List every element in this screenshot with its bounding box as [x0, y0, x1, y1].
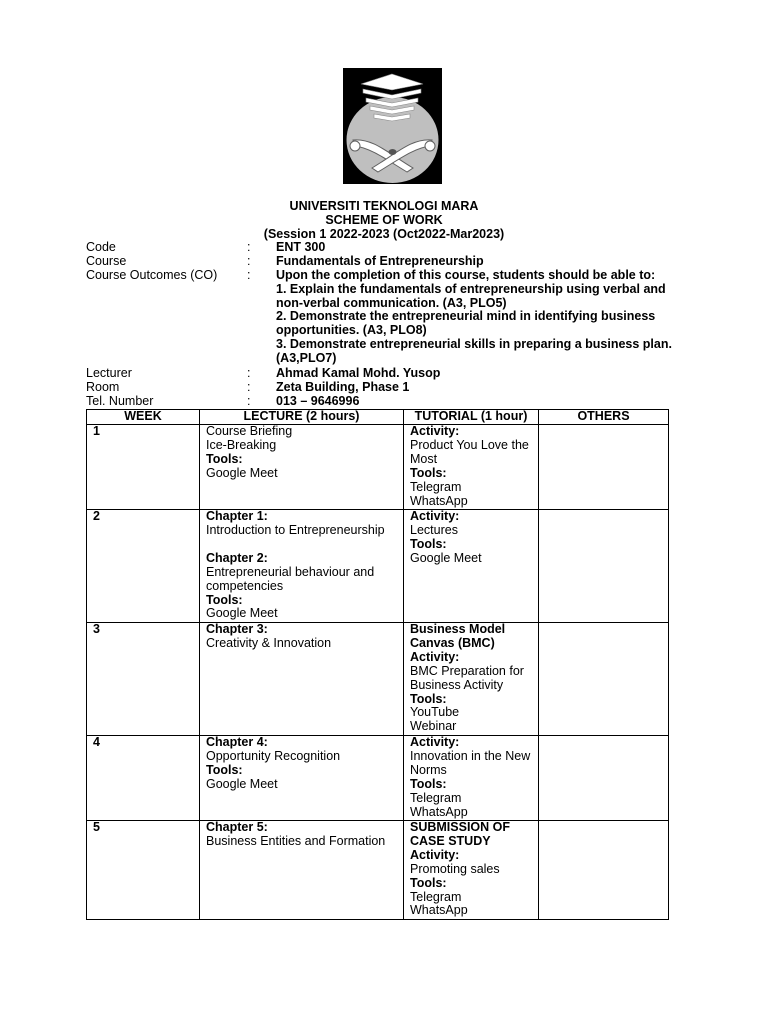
colon: :	[247, 254, 251, 268]
outcome-item: 3. Demonstrate entrepreneurial skills in preparing a business plan. (A3,PLO7)	[276, 336, 672, 365]
lecture-line: Introduction to Entrepreneurship	[206, 522, 385, 537]
lecture-line: Creativity & Innovation	[206, 635, 332, 650]
activity-label: Activity:	[410, 424, 460, 438]
tutorial-line: BMC Preparation for Business Activity	[410, 663, 524, 692]
outcome-item: 2. Demonstrate the entrepreneurial mind in identifying business opportunities. (A3, PLO8)	[276, 309, 656, 338]
others-cell	[539, 821, 669, 920]
tutorial-line: Lectures	[410, 522, 458, 537]
tutorial-line: YouTube	[410, 705, 460, 720]
lecturer-label: Lecturer	[86, 366, 132, 380]
tools-label: Tools:	[410, 536, 447, 551]
tools-label: Tools:	[206, 451, 243, 466]
others-cell	[539, 425, 669, 510]
lecture-cell	[200, 736, 404, 821]
lecture-cell	[200, 821, 404, 920]
room-value: Zeta Building, Phase 1	[276, 380, 410, 394]
tools-label: Tools:	[410, 875, 447, 890]
table-row	[87, 736, 669, 821]
outcomes-value	[276, 269, 686, 366]
tutorial-heading: SUBMISSION OF CASE STUDY	[410, 820, 511, 848]
chapter-label: Chapter 3:	[206, 622, 268, 636]
colon: :	[247, 366, 251, 380]
document-title: SCHEME OF WORK	[325, 213, 443, 227]
colon: :	[247, 394, 251, 408]
tel-value: 013 – 9646996	[276, 394, 360, 408]
lecturer-value: Ahmad Kamal Mohd. Yusop	[276, 366, 441, 380]
tutorial-line: Promoting sales	[410, 861, 500, 876]
tools-label: Tools:	[410, 776, 447, 791]
tools-label: Tools:	[410, 691, 447, 706]
university-logo	[343, 68, 442, 184]
tutorial-heading: Business Model Canvas (BMC)	[410, 622, 506, 650]
others-cell	[539, 623, 669, 736]
activity-label: Activity:	[410, 509, 460, 523]
tutorial-line: WhatsApp	[410, 903, 468, 918]
activity-label: Activity:	[410, 847, 460, 862]
lecture-line: Ice-Breaking	[206, 437, 277, 452]
course-label: Course	[86, 254, 127, 268]
tutorial-cell	[404, 821, 539, 920]
chapter-label: Chapter 5:	[206, 820, 268, 834]
others-header: OTHERS	[539, 410, 669, 425]
table-row	[87, 510, 669, 623]
chapter-label: Chapter 2:	[206, 550, 268, 565]
tutorial-header: TUTORIAL (1 hour)	[404, 410, 539, 425]
lecture-line: Google Meet	[206, 465, 278, 480]
lecture-line: Google Meet	[206, 776, 278, 791]
tutorial-line: Telegram	[410, 889, 462, 904]
university-name: UNIVERSITI TEKNOLOGI MARA	[289, 199, 479, 213]
table-row	[87, 623, 669, 736]
lecture-line: Opportunity Recognition	[206, 748, 341, 763]
others-cell	[539, 510, 669, 623]
lecture-cell	[200, 623, 404, 736]
scheme-of-work-table	[86, 409, 669, 920]
tutorial-line: Telegram	[410, 479, 462, 494]
tutorial-line: Telegram	[410, 790, 462, 805]
room-label: Room	[86, 380, 120, 394]
tutorial-cell	[404, 623, 539, 736]
outcomes-intro: Upon the completion of this course, students should be able to:	[276, 268, 656, 282]
activity-label: Activity:	[410, 649, 460, 664]
table-header-row	[87, 410, 669, 425]
week-header: WEEK	[87, 410, 200, 425]
colon: :	[247, 268, 251, 282]
week-cell: 3	[87, 623, 200, 736]
lecture-cell	[200, 510, 404, 623]
tel-label: Tel. Number	[86, 394, 154, 408]
code-label: Code	[86, 240, 116, 254]
lecture-line: Entrepreneurial behaviour and competencies	[206, 564, 375, 593]
tutorial-line: Webinar	[410, 719, 457, 734]
course-value: Fundamentals of Entrepreneurship	[276, 254, 484, 268]
table-row	[87, 821, 669, 920]
lecture-line: Business Entities and Formation	[206, 833, 386, 848]
tools-label: Tools:	[206, 762, 243, 777]
lecture-cell	[200, 425, 404, 510]
session-info: (Session 1 2022-2023 (Oct2022-Mar2023)	[263, 227, 505, 241]
tutorial-line: Product You Love the Most	[410, 437, 529, 466]
colon: :	[247, 380, 251, 394]
week-cell: 1	[87, 425, 200, 510]
tutorial-line: Innovation in the New Norms	[410, 748, 531, 777]
tutorial-cell	[404, 736, 539, 821]
colon: :	[247, 240, 251, 254]
outcomes-label: Course Outcomes (CO)	[86, 268, 218, 282]
tutorial-line: WhatsApp	[410, 804, 468, 819]
chapter-label: Chapter 4:	[206, 735, 268, 749]
table-row	[87, 425, 669, 510]
lecture-line: Google Meet	[206, 606, 278, 621]
week-cell: 4	[87, 736, 200, 821]
tools-label: Tools:	[206, 592, 243, 607]
week-cell: 5	[87, 821, 200, 920]
lecture-header: LECTURE (2 hours)	[200, 410, 404, 425]
week-cell: 2	[87, 510, 200, 623]
others-cell	[539, 736, 669, 821]
tutorial-line: WhatsApp	[410, 493, 468, 508]
tutorial-cell	[404, 425, 539, 510]
outcome-item: 1. Explain the fundamentals of entrepreneurship using verbal and non-verbal communication. (A3, PLO5)	[276, 281, 666, 310]
tutorial-cell	[404, 510, 539, 623]
code-value: ENT 300	[276, 240, 326, 254]
activity-label: Activity:	[410, 735, 460, 749]
chapter-label: Chapter 1:	[206, 509, 268, 523]
lecture-line: Course Briefing	[206, 424, 293, 438]
tools-label: Tools:	[410, 465, 447, 480]
tutorial-line: Google Meet	[410, 550, 482, 565]
